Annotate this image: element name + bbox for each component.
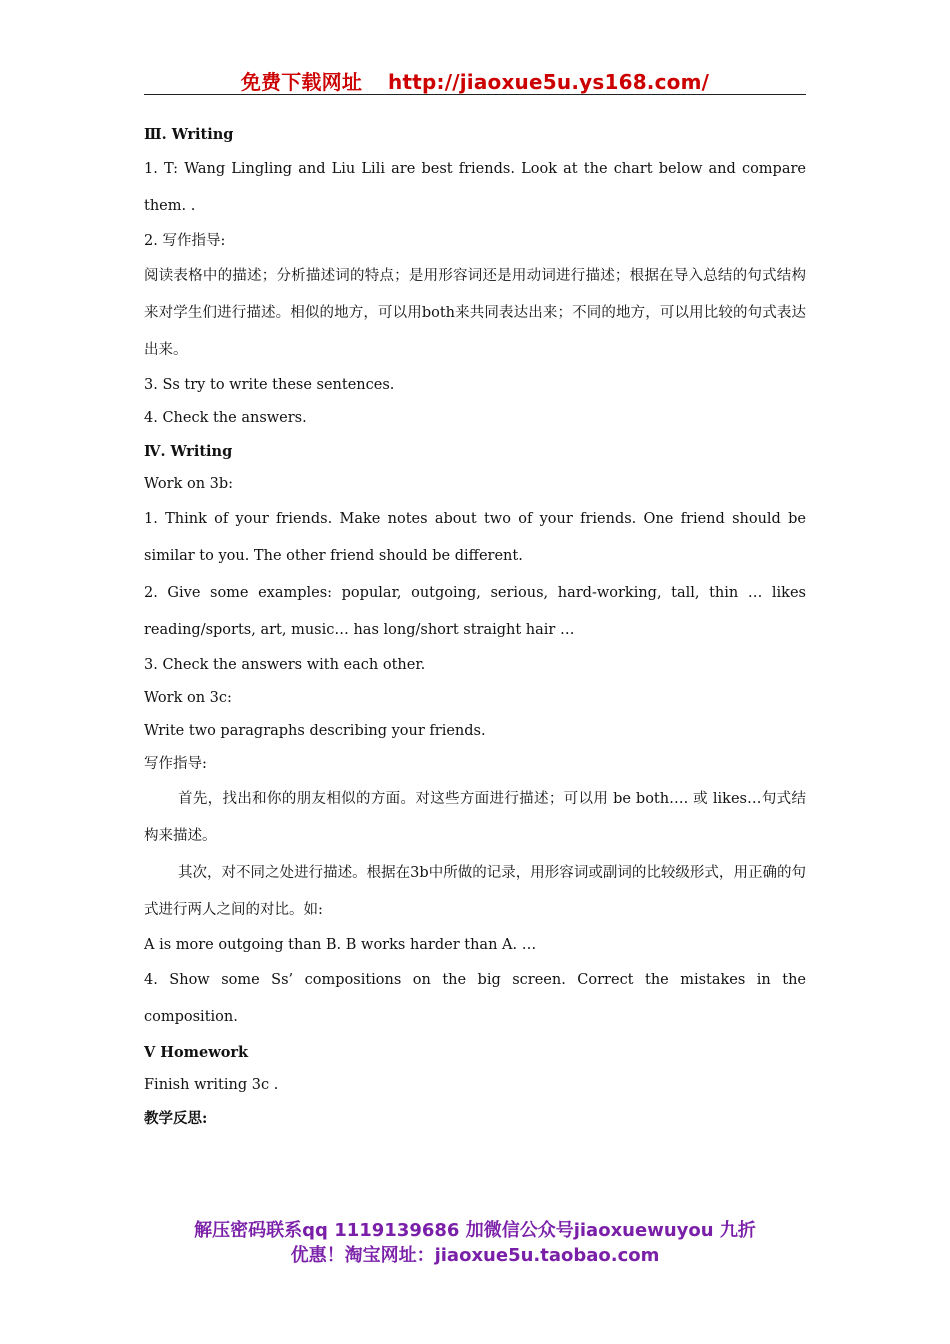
writing-guide-title: 写作指导:	[144, 756, 207, 772]
section-3-item-2-title: 2. 写作指导:	[144, 233, 226, 249]
footer-line-1: 解压密码联系qq 1119139686 加微信公众号jiaoxuewuyou 九折	[194, 1220, 756, 1241]
footer-line-2: 优惠！淘宝网址：jiaoxue5u.taobao.com	[290, 1245, 660, 1266]
section-3-item-3: 3. Ss try to write these sentences.	[144, 377, 395, 393]
section-3-item-2-body: 阅读表格中的描述；分析描述词的特点；是用形容词还是用动词进行描述；根据在导入总结的句式结构来对学生们进行描述。相似的地方，可以用both来共同表达出来；不同的地方，可以用比较的句式表达出来。	[144, 268, 806, 358]
header-banner	[144, 66, 806, 95]
document-body	[144, 118, 806, 1135]
section-4-item-2: 2. Give some examples: popular, outgoing, serious, hard-working, tall, thin … likes reading/sports, art, music… has long/short straight hair …	[144, 585, 806, 638]
section-4-heading: Ⅳ. Writing	[144, 443, 233, 460]
footer-promo	[144, 1218, 806, 1268]
section-3-item-4: 4. Check the answers.	[144, 410, 307, 426]
writing-guide-paragraph-1: 首先，找出和你的朋友相似的方面。对这些方面进行描述；可以用 be both…. 或 likes…句式结构来描述。	[144, 791, 806, 844]
section-3-item-1: 1. T: Wang Lingling and Liu Lili are best friends. Look at the chart below and compare them. .	[144, 161, 806, 214]
teaching-reflection-label: 教学反思:	[144, 1110, 208, 1127]
section-4-item-1: 1. Think of your friends. Make notes about two of your friends. One friend should be similar to you. The other friend should be different.	[144, 511, 806, 564]
section-4-item-3: 3. Check the answers with each other.	[144, 657, 426, 673]
writing-task: Write two paragraphs describing your friends.	[144, 723, 486, 739]
work-on-3c: Work on 3c:	[144, 690, 232, 706]
section-4-item-4: 4. Show some Ss’ compositions on the big screen. Correct the mistakes in the composition.	[144, 972, 806, 1025]
header-divider	[144, 94, 806, 95]
comparison-example: A is more outgoing than B. B works harder than A. …	[144, 937, 537, 953]
section-5-heading: Ⅴ Homework	[144, 1044, 249, 1061]
header-label: 免费下载网址	[240, 70, 363, 94]
homework-text: Finish writing 3c .	[144, 1077, 279, 1093]
writing-guide-paragraph-2: 其次，对不同之处进行描述。根据在3b中所做的记录，用形容词或副词的比较级形式，用正确的句式进行两人之间的对比。如:	[144, 865, 806, 918]
section-3-heading: Ⅲ. Writing	[144, 126, 234, 143]
header-url-link[interactable]: http://jiaoxue5u.ys168.com/	[388, 70, 710, 94]
work-on-3b: Work on 3b:	[144, 476, 234, 492]
